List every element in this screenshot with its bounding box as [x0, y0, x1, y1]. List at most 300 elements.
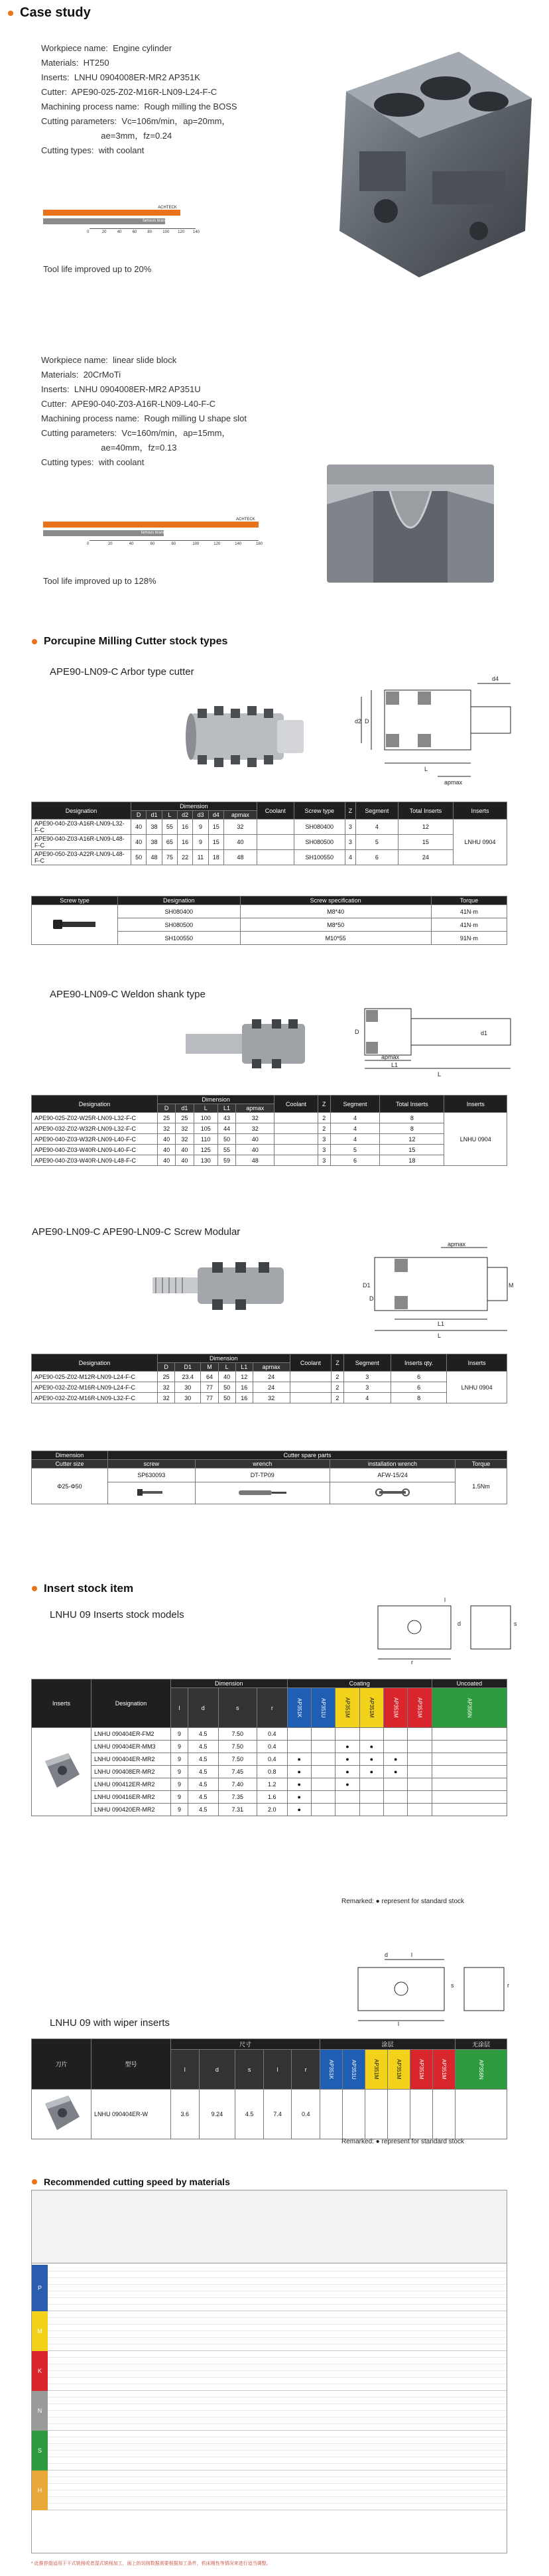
- x-tick-label: 140: [193, 230, 200, 234]
- bar-achteck: [43, 522, 259, 528]
- col-header: 尺寸: [171, 2039, 320, 2050]
- table-cell: ●: [384, 1753, 408, 1766]
- modular-subtitle: APE90-LN09-C APE90-LN09-C Screw Modular: [32, 1226, 241, 1238]
- table-cell: 12: [380, 1134, 444, 1145]
- case2-line: Cutter: APE90-040-Z03-A16R-LN09-L40-F-C: [41, 399, 216, 409]
- table-cell: 7.45: [218, 1766, 257, 1778]
- table-cell: LNHU 090420ER-MR2: [91, 1804, 171, 1816]
- table-cell: [408, 1741, 432, 1753]
- table-cell: 7.4: [263, 2090, 292, 2139]
- grade-header: AP351M: [336, 1688, 359, 1728]
- inserts-cell: LNHU 0904: [444, 1113, 507, 1166]
- table-cell: 9.24: [199, 2090, 235, 2139]
- dim-header: d: [188, 1688, 219, 1728]
- col-header: Z: [318, 1096, 330, 1113]
- table-cell: APE90-032-Z02-W32R-LN09-L32-F-C: [32, 1123, 158, 1134]
- table-cell: [456, 2090, 507, 2139]
- table-row: [32, 1372, 507, 1382]
- col-header: 涂层: [320, 2039, 456, 2050]
- table-cell: [384, 1804, 408, 1816]
- sub-header: Torque: [456, 1460, 507, 1468]
- table-cell: LNHU 090404ER-FM2: [91, 1728, 171, 1741]
- col-header: Total Inserts: [380, 1096, 444, 1113]
- table-cell: 11: [193, 850, 208, 865]
- col-header: Inserts: [32, 1680, 91, 1728]
- table-cell: [432, 1766, 507, 1778]
- wiper-subtitle: LNHU 09 with wiper inserts: [50, 2017, 170, 2029]
- table-cell: [432, 1728, 507, 1741]
- table-cell: APE90-025-Z02-M12R-LN09-L24-F-C: [32, 1372, 158, 1382]
- screw-part-image: [107, 1482, 195, 1504]
- x-tick-label: 80: [171, 542, 176, 546]
- col-header: Screw type: [32, 896, 118, 905]
- table-cell: [433, 2090, 456, 2139]
- modular-technical-drawing: [355, 1241, 520, 1340]
- col-header: Designation: [32, 1096, 158, 1113]
- table-cell: [320, 2090, 343, 2139]
- x-axis: [90, 228, 196, 229]
- table-cell: ●: [287, 1804, 311, 1816]
- svg-text:apmax: apmax: [444, 779, 463, 786]
- table-cell: 32: [236, 1113, 274, 1123]
- table-row: [32, 1728, 507, 1741]
- screw-icon: [135, 1487, 168, 1498]
- spare-cell: DT-TP09: [195, 1468, 330, 1482]
- table-cell: [274, 1134, 318, 1145]
- x-axis: [90, 540, 259, 541]
- table-row: [32, 1155, 507, 1166]
- table-cell: [311, 1766, 335, 1778]
- x-tick-label: 40: [129, 542, 134, 546]
- spare-cell: AFW-15/24: [330, 1468, 455, 1482]
- table-cell: 0.4: [257, 1728, 288, 1741]
- table-cell: [274, 1113, 318, 1123]
- table-cell: 40: [236, 1134, 274, 1145]
- screw-cell: M10*55: [240, 932, 431, 945]
- weldon-cutter-photo: [179, 1007, 312, 1080]
- table-cell: [290, 1372, 332, 1382]
- porcupine-title-row: [32, 636, 227, 648]
- table-cell: 9: [171, 1791, 188, 1804]
- case1-line: Machining process name: Rough milling the BOSS: [41, 102, 237, 111]
- table-cell: 48: [223, 850, 257, 865]
- table-cell: [408, 1791, 432, 1804]
- svg-text:apmax: apmax: [381, 1054, 400, 1060]
- table-cell: ●: [287, 1791, 311, 1804]
- insert-stock-title: Insert stock item: [44, 1582, 134, 1595]
- dim-header: L: [218, 1363, 235, 1372]
- screw-cell: 41N·m: [431, 918, 507, 932]
- table-cell: 32: [158, 1382, 175, 1393]
- col-header: Dimension: [32, 1451, 108, 1460]
- table-cell: APE90-040-Z03-W40R-LN09-L48-F-C: [32, 1155, 158, 1166]
- table-row: [32, 820, 507, 835]
- wiper-insert-technical-drawing: [345, 1948, 517, 2027]
- table-cell: 0.4: [292, 2090, 320, 2139]
- x-tick-label: 100: [192, 542, 200, 546]
- table-cell: 23.4: [175, 1372, 201, 1382]
- screw-cell: 91N·m: [431, 932, 507, 945]
- table-cell: 32: [236, 1123, 274, 1134]
- case1-line: Cutter: APE90-025-Z02-M16R-LN09-L24-F-C: [41, 87, 217, 97]
- table-cell: [287, 1741, 311, 1753]
- col-header: Uncoated: [432, 1680, 507, 1688]
- table-cell: 9: [171, 1766, 188, 1778]
- table-cell: 3: [318, 1134, 330, 1145]
- table-cell: 40: [176, 1155, 194, 1166]
- table-cell: 24: [253, 1372, 290, 1382]
- table-cell: [408, 1753, 432, 1766]
- table-cell: [336, 1804, 359, 1816]
- table-cell: 30: [175, 1393, 201, 1403]
- table-row: [32, 835, 507, 850]
- table-cell: ●: [336, 1753, 359, 1766]
- svg-text:L: L: [424, 766, 428, 772]
- case2-line: Cutting parameters: Vc=160m/min，ap=15mm，: [41, 428, 231, 438]
- table-row: [32, 1123, 507, 1134]
- table-cell: [359, 1778, 383, 1791]
- svg-text:D1: D1: [363, 1282, 371, 1289]
- sub-header: Cutter size: [32, 1460, 108, 1468]
- screw-cell: 41N·m: [431, 905, 507, 918]
- iso-group-band: N: [32, 2391, 48, 2431]
- weldon-table: [31, 1095, 507, 1166]
- dim-header: D: [131, 811, 147, 820]
- insert-stock-title-row: [32, 1582, 133, 1595]
- table-cell: 1.2: [257, 1778, 288, 1791]
- table-cell: [274, 1123, 318, 1134]
- table-cell: 32: [176, 1123, 194, 1134]
- svg-text:D: D: [365, 718, 369, 725]
- table-cell: ●: [287, 1753, 311, 1766]
- dim-header: D1: [175, 1363, 201, 1372]
- table-row: [32, 1766, 507, 1778]
- table-cell: LNHU 090412ER-MR2: [91, 1778, 171, 1791]
- table-cell: APE90-032-Z02-M16R-LN09-L24-F-C: [32, 1382, 158, 1393]
- dim-header: L1: [217, 1104, 235, 1113]
- table-cell: [384, 1728, 408, 1741]
- table-cell: 24: [253, 1382, 290, 1393]
- x-tick-label: 160: [256, 542, 263, 546]
- x-tick-label: 140: [235, 542, 242, 546]
- col-header: Dimension: [158, 1354, 290, 1363]
- col-header: Coolant: [257, 802, 294, 820]
- table-cell: 25: [158, 1372, 175, 1382]
- insert-image-cell: [32, 2090, 91, 2139]
- table-cell: 6: [391, 1382, 447, 1393]
- dim-header: D: [158, 1104, 176, 1113]
- screw-cell: SH100550: [118, 932, 241, 945]
- table-cell: [359, 1791, 383, 1804]
- table-cell: [384, 1741, 408, 1753]
- table-cell: 100: [194, 1113, 217, 1123]
- table-cell: 40: [223, 835, 257, 850]
- table-cell: 9: [193, 820, 208, 835]
- dim-header: d2: [177, 811, 192, 820]
- col-header: 无涂层: [456, 2039, 507, 2050]
- table-cell: 9: [171, 1753, 188, 1766]
- speed-rows: [48, 2431, 507, 2470]
- inserts-cell: LNHU 0904: [447, 1372, 507, 1403]
- sub-header: installation wrench: [330, 1460, 455, 1468]
- table-cell: 4.5: [188, 1753, 219, 1766]
- grade-header: AP351M: [359, 1688, 383, 1728]
- table-cell: LNHU 090404ER-MR2: [91, 1753, 171, 1766]
- screw-icon: [52, 916, 98, 932]
- bar-achteck: [43, 210, 180, 216]
- table-cell: 15: [208, 820, 223, 835]
- case2-line: Inserts: LNHU 0904008ER-MR2 AP351U: [41, 384, 201, 394]
- table-cell: [287, 1728, 311, 1741]
- table-cell: 3: [345, 820, 355, 835]
- table-row: [32, 2090, 507, 2139]
- table-cell: 1.6: [257, 1791, 288, 1804]
- insert-stock-subtitle: LNHU 09 Inserts stock models: [50, 1609, 184, 1620]
- table-cell: 105: [194, 1123, 217, 1134]
- grade-header: AP351M: [388, 2050, 410, 2090]
- svg-text:L: L: [438, 1332, 442, 1339]
- table-cell: 3: [343, 1382, 391, 1393]
- case2-line: ae=40mm，fz=0.13: [41, 443, 177, 453]
- table-cell: [257, 850, 294, 865]
- table-cell: 50: [218, 1382, 235, 1393]
- table-cell: 25: [158, 1113, 176, 1123]
- iso-group-band: K: [32, 2351, 48, 2391]
- table-cell: 7.50: [218, 1728, 257, 1741]
- x-tick-label: 80: [147, 230, 152, 234]
- table-cell: [359, 1804, 383, 1816]
- table-cell: 6: [330, 1155, 380, 1166]
- table-cell: [432, 1791, 507, 1804]
- table-cell: 55: [217, 1145, 235, 1155]
- table-cell: ●: [287, 1766, 311, 1778]
- case1-info: [41, 41, 237, 158]
- table-cell: ●: [287, 1778, 311, 1791]
- insert-technical-drawing: [371, 1593, 524, 1666]
- col-header: Inserts: [447, 1354, 507, 1372]
- col-header: Torque: [431, 896, 507, 905]
- grade-header: AP351M: [365, 2050, 388, 2090]
- case1-line: Cutting types: with coolant: [41, 145, 145, 155]
- table-cell: 8: [391, 1393, 447, 1403]
- col-header: Segment: [330, 1096, 380, 1113]
- table-cell: 2: [318, 1113, 330, 1123]
- porcupine-title: Porcupine Milling Cutter stock types: [44, 636, 228, 647]
- table-cell: 9: [171, 1778, 188, 1791]
- grade-header: AP351U: [343, 2050, 365, 2090]
- case2-bar-chart: [43, 516, 262, 563]
- case1-line: ae=3mm，fz=0.24: [41, 131, 172, 141]
- table-cell: 4: [330, 1134, 380, 1145]
- table-cell: 3: [345, 835, 355, 850]
- screw-cell: M8*50: [240, 918, 431, 932]
- table-cell: 3.6: [171, 2090, 200, 2139]
- table-cell: 4.5: [188, 1728, 219, 1741]
- spare-parts-table: [31, 1451, 507, 1504]
- arbor-cutter-photo: [178, 683, 310, 788]
- dim-header: l: [171, 2050, 200, 2090]
- table-cell: APE90-040-Z03-W40R-LN09-L40-F-C: [32, 1145, 158, 1155]
- table-cell: 7.50: [218, 1753, 257, 1766]
- table-cell: 50: [218, 1393, 235, 1403]
- table-cell: [388, 2090, 410, 2139]
- col-header: Inserts qty.: [391, 1354, 447, 1372]
- table-cell: 16: [235, 1382, 253, 1393]
- col-header: Coolant: [290, 1354, 332, 1372]
- grade-header: AP356N: [432, 1688, 507, 1728]
- table-cell: ●: [359, 1741, 383, 1753]
- table-cell: 32: [158, 1123, 176, 1134]
- table-cell: 15: [380, 1145, 444, 1155]
- table-cell: 43: [217, 1113, 235, 1123]
- col-header: Coolant: [274, 1096, 318, 1113]
- table-cell: 4: [343, 1393, 391, 1403]
- dim-header: r: [257, 1688, 288, 1728]
- svg-text:r: r: [507, 1982, 509, 1989]
- wrench-part-image: [195, 1482, 330, 1504]
- col-header: Inserts: [444, 1096, 507, 1113]
- screw-cell: SH080500: [118, 918, 241, 932]
- table-cell: [311, 1804, 335, 1816]
- table-cell: LNHU 090408ER-MR2: [91, 1766, 171, 1778]
- table-cell: 2: [318, 1123, 330, 1134]
- svg-text:M: M: [509, 1282, 514, 1289]
- table-cell: LNHU 090404ER-MM3: [91, 1741, 171, 1753]
- table-cell: APE90-050-Z03-A22R-LN09-L48-F-C: [32, 850, 131, 865]
- table-cell: 8: [380, 1113, 444, 1123]
- col-header: Cutter spare parts: [107, 1451, 507, 1460]
- grade-header: AP351M: [410, 2050, 433, 2090]
- table-cell: SH080500: [294, 835, 345, 850]
- table-cell: 50: [131, 850, 147, 865]
- table-cell: 77: [201, 1382, 218, 1393]
- insert-image-cell: [32, 1728, 91, 1816]
- table-cell: [432, 1804, 507, 1816]
- insert-remark: Remarked: ● represent for standard stock: [341, 1898, 465, 1905]
- x-tick-label: 60: [150, 542, 155, 546]
- table-cell: 6: [356, 850, 398, 865]
- table-cell: 32: [223, 820, 257, 835]
- cutting-speed-table: [31, 2190, 507, 2553]
- wiper-insert-table: [31, 2039, 507, 2139]
- table-cell: APE90-032-Z02-M16R-LN09-L32-F-C: [32, 1393, 158, 1403]
- table-cell: [311, 1753, 335, 1766]
- spare-cell: 1.5Nm: [456, 1468, 507, 1504]
- wiper-remark: Remarked: ● represent for standard stock: [341, 2138, 465, 2145]
- table-cell: [336, 1791, 359, 1804]
- table-cell: 44: [217, 1123, 235, 1134]
- table-cell: ●: [336, 1766, 359, 1778]
- case1-line: Workpiece name: Engine cylinder: [41, 43, 172, 53]
- table-cell: [408, 1804, 432, 1816]
- table-cell: [384, 1778, 408, 1791]
- bar-series-label: famous brand: [141, 531, 166, 535]
- table-cell: 12: [398, 820, 453, 835]
- inserts-cell: LNHU 0904: [454, 820, 507, 865]
- table-cell: [408, 1766, 432, 1778]
- iso-group-band: P: [32, 2265, 48, 2311]
- x-tick-label: 0: [87, 542, 90, 546]
- svg-text:s: s: [451, 1982, 454, 1989]
- table-row: [32, 850, 507, 865]
- col-header: Designation: [118, 896, 241, 905]
- insert-stock-table: [31, 1679, 507, 1816]
- table-cell: 15: [398, 835, 453, 850]
- table-cell: [410, 2090, 433, 2139]
- svg-text:s: s: [514, 1620, 517, 1627]
- col-header: Coating: [287, 1680, 432, 1688]
- table-cell: [432, 1741, 507, 1753]
- col-header: Designation: [32, 1354, 158, 1372]
- table-cell: [408, 1728, 432, 1741]
- table-cell: 5: [356, 835, 398, 850]
- dim-header: d: [199, 2050, 235, 2090]
- col-header: Designation: [32, 802, 131, 820]
- table-cell: [343, 2090, 365, 2139]
- table-cell: 130: [194, 1155, 217, 1166]
- table-row: [32, 1393, 507, 1403]
- svg-text:r: r: [411, 1659, 413, 1666]
- col-header: Screw type: [294, 802, 345, 820]
- table-cell: [408, 1778, 432, 1791]
- table-cell: [432, 1778, 507, 1791]
- table-cell: 16: [235, 1393, 253, 1403]
- table-row: [32, 1804, 507, 1816]
- svg-text:l: l: [398, 2021, 399, 2027]
- modular-cutter-photo: [146, 1248, 305, 1334]
- table-cell: 40: [158, 1134, 176, 1145]
- cutting-speed-title-row: [32, 2177, 230, 2187]
- table-cell: 16: [177, 820, 192, 835]
- table-cell: [311, 1728, 335, 1741]
- svg-text:D: D: [355, 1029, 359, 1035]
- case-study-title: Case study: [20, 5, 91, 20]
- svg-text:d1: d1: [481, 1030, 488, 1037]
- table-cell: 4.5: [188, 1741, 219, 1753]
- table-cell: APE90-040-Z03-W32R-LN09-L40-F-C: [32, 1134, 158, 1145]
- x-tick-label: 120: [213, 542, 221, 546]
- table-cell: 38: [147, 820, 162, 835]
- dim-header: L1: [235, 1363, 253, 1372]
- table-cell: [359, 1728, 383, 1741]
- table-cell: SH080400: [294, 820, 345, 835]
- svg-text:l: l: [411, 1952, 412, 1958]
- grade-header: AP351U: [311, 1688, 335, 1728]
- table-cell: 7.50: [218, 1741, 257, 1753]
- table-cell: 3: [318, 1145, 330, 1155]
- col-header: Total Inserts: [398, 802, 453, 820]
- table-cell: LNHU 090416ER-MR2: [91, 1791, 171, 1804]
- speed-rows: [48, 2311, 507, 2351]
- table-cell: 30: [175, 1382, 201, 1393]
- case2-line: Cutting types: with coolant: [41, 457, 145, 467]
- table-cell: 4.5: [188, 1804, 219, 1816]
- dim-header: L: [194, 1104, 217, 1113]
- installation-wrench-icon: [373, 1487, 412, 1498]
- table-cell: [274, 1145, 318, 1155]
- screw-table: [31, 896, 507, 945]
- bar-series-label: famous brand: [143, 219, 167, 223]
- table-cell: 9: [193, 835, 208, 850]
- table-cell: 2.0: [257, 1804, 288, 1816]
- bar-series-label: ACHTECK: [158, 206, 177, 210]
- col-header: Segment: [343, 1354, 391, 1372]
- col-header: Z: [332, 1354, 343, 1372]
- cutting-speed-title: Recommended cutting speed by materials: [44, 2177, 230, 2187]
- insert-icon: [38, 1748, 85, 1794]
- table-cell: 5: [330, 1145, 380, 1155]
- speed-table-header: [32, 2190, 507, 2263]
